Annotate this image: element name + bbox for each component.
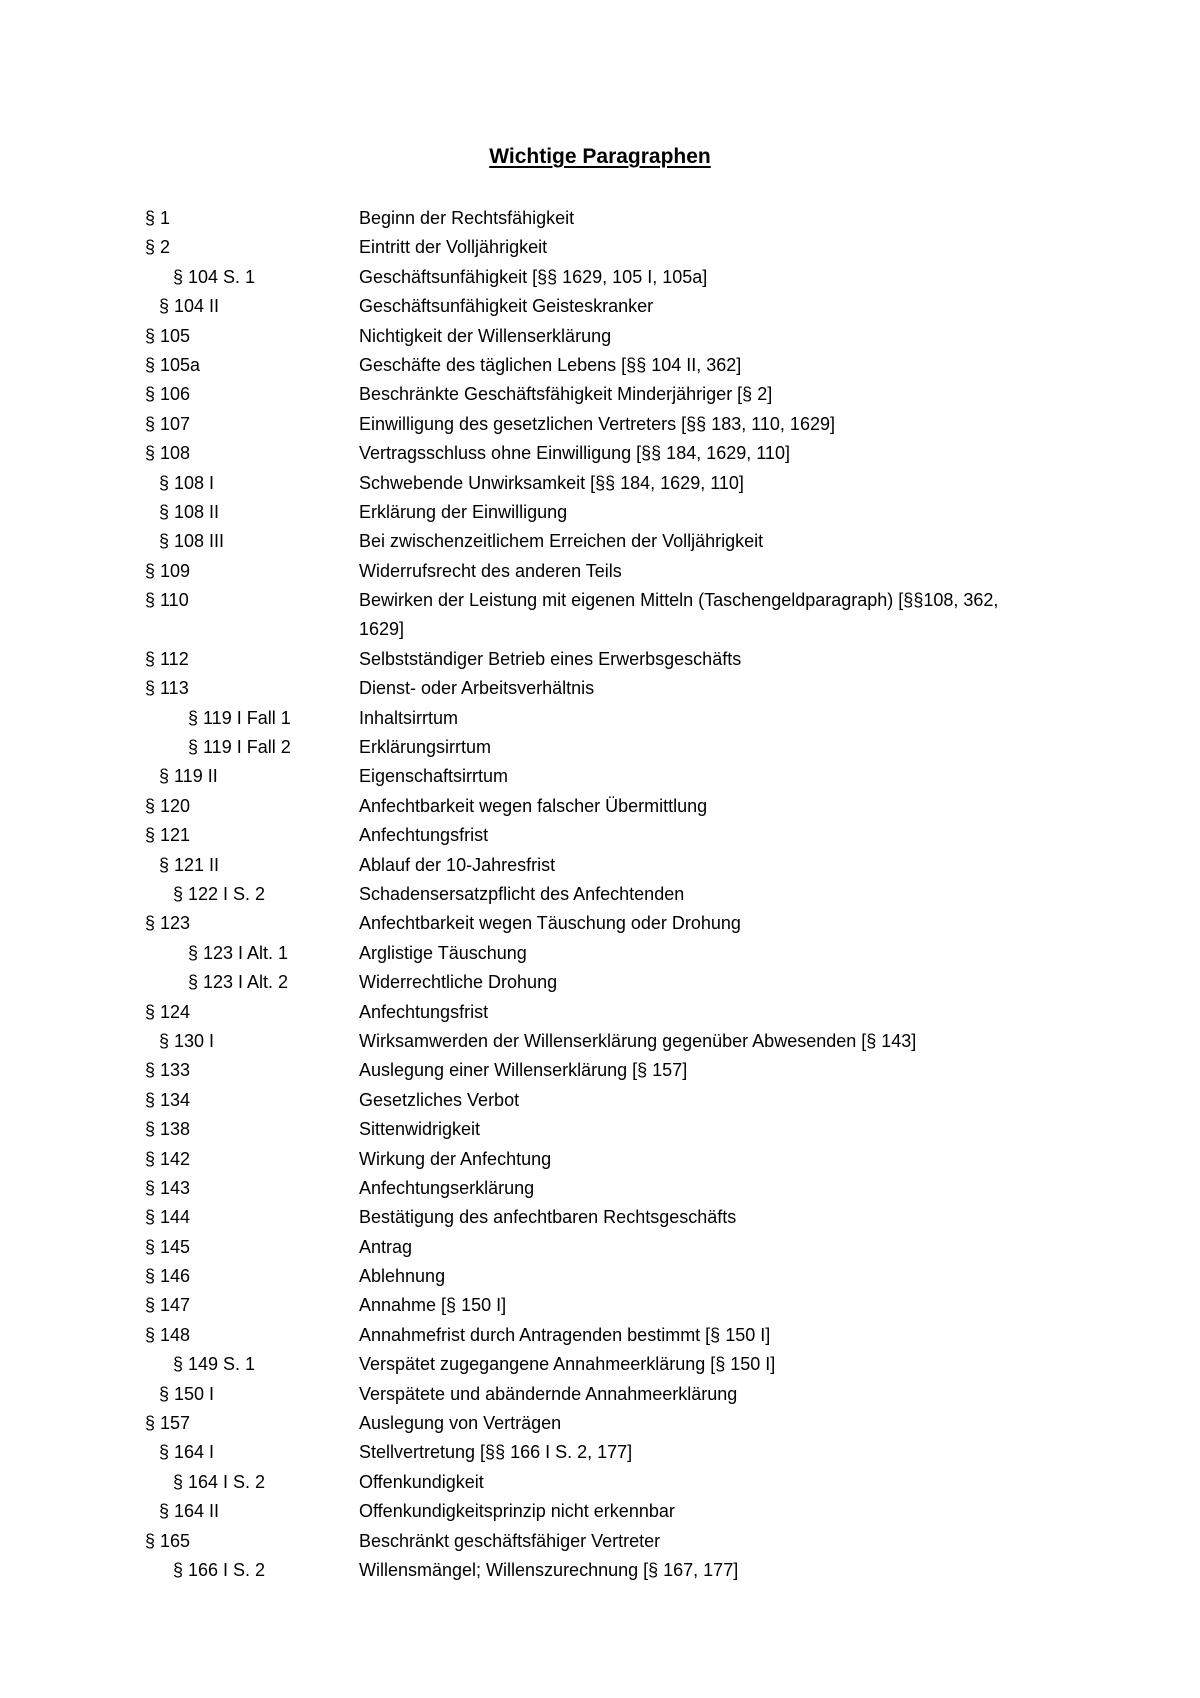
paragraph-description: Anfechtbarkeit wegen falscher Übermittlung <box>359 795 708 816</box>
paragraph-description: Erklärungsirrtum <box>359 737 492 758</box>
paragraph-description: Beschränkt geschäftsfähiger Vertreter <box>359 1530 661 1551</box>
paragraph-number: § 150 I <box>159 1383 215 1404</box>
paragraph-number: § 164 I S. 2 <box>173 1471 266 1492</box>
paragraph-row <box>0 645 1200 674</box>
paragraph-row <box>0 1145 1200 1174</box>
paragraph-number: § 123 <box>145 913 191 934</box>
paragraph-row <box>0 674 1200 703</box>
paragraph-description: Geschäftsunfähigkeit [§§ 1629, 105 I, 105a] <box>359 266 708 287</box>
paragraph-row <box>0 263 1200 292</box>
paragraph-description: Antrag <box>359 1236 413 1257</box>
paragraph-description: Ablauf der 10-Jahresfrist <box>359 854 556 875</box>
paragraph-number: § 134 <box>145 1089 191 1110</box>
paragraph-number: § 2 <box>145 237 171 258</box>
paragraph-description: Inhaltsirrtum <box>359 707 459 728</box>
paragraph-number: § 164 I <box>159 1442 215 1463</box>
paragraph-list <box>0 204 1200 1585</box>
paragraph-description: Vertragsschluss ohne Einwilligung [§§ 184, 1629, 110] <box>359 443 790 464</box>
paragraph-number: § 166 I S. 2 <box>173 1559 266 1580</box>
paragraph-number: § 108 I <box>159 472 215 493</box>
paragraph-number: § 112 <box>145 648 189 669</box>
paragraph-description: Verspätete und abändernde Annahmeerklärung <box>359 1383 738 1404</box>
paragraph-row <box>0 1380 1200 1409</box>
paragraph-description: Anfechtungsfrist <box>359 1001 489 1022</box>
paragraph-number: § 119 II <box>159 766 218 787</box>
paragraph-number: § 165 <box>145 1530 191 1551</box>
paragraph-row <box>0 1438 1200 1467</box>
paragraph-number: § 113 <box>145 678 189 699</box>
page-title: Wichtige Paragraphen <box>489 145 711 168</box>
paragraph-number: § 149 S. 1 <box>173 1354 256 1375</box>
paragraph-number: § 108 III <box>159 531 225 552</box>
paragraph-number: § 104 II <box>159 296 220 317</box>
paragraph-number: § 142 <box>145 1148 191 1169</box>
paragraph-row <box>0 880 1200 909</box>
paragraph-row <box>0 439 1200 468</box>
paragraph-row <box>0 1203 1200 1232</box>
paragraph-row <box>0 1468 1200 1497</box>
paragraph-number: § 164 II <box>159 1501 220 1522</box>
paragraph-number: § 123 I Alt. 1 <box>188 942 289 963</box>
paragraph-row <box>0 762 1200 791</box>
paragraph-number: § 119 I Fall 2 <box>188 737 291 758</box>
paragraph-number: § 121 II <box>159 854 220 875</box>
paragraph-number: § 106 <box>145 384 191 405</box>
paragraph-description: Einwilligung des gesetzlichen Vertreters [§§ 183, 110, 1629] <box>359 413 835 434</box>
paragraph-number: § 1 <box>145 208 171 228</box>
paragraph-description: Annahme [§ 150 I] <box>359 1295 507 1316</box>
paragraph-row <box>0 469 1200 498</box>
paragraph-number: § 130 I <box>159 1030 215 1051</box>
paragraph-number: § 143 <box>145 1177 191 1198</box>
paragraph-number: § 123 I Alt. 2 <box>188 972 289 993</box>
paragraph-row <box>0 1262 1200 1291</box>
paragraph-description: Selbstständiger Betrieb eines Erwerbsgeschäfts <box>359 648 742 669</box>
paragraph-number: § 107 <box>145 413 191 434</box>
paragraph-description: Anfechtungsfrist <box>359 825 489 846</box>
paragraph-description: Anfechtbarkeit wegen Täuschung oder Drohung <box>359 913 741 934</box>
paragraph-description: Wirkung der Anfechtung <box>359 1148 552 1169</box>
paragraph-description: Verspätet zugegangene Annahmeerklärung [§ 150 I] <box>359 1354 776 1375</box>
paragraph-row <box>0 821 1200 850</box>
paragraph-row <box>0 292 1200 321</box>
paragraph-row <box>0 1321 1200 1350</box>
paragraph-description: Arglistige Täuschung <box>359 942 527 963</box>
paragraph-row <box>0 351 1200 380</box>
paragraph-description: Eigenschaftsirrtum <box>359 766 509 787</box>
paragraph-row <box>0 322 1200 351</box>
paragraph-description: Bei zwischenzeitlichem Erreichen der Volljährigkeit <box>359 531 764 552</box>
paragraph-row <box>0 1174 1200 1203</box>
paragraph-row <box>0 557 1200 586</box>
paragraph-number: § 147 <box>145 1295 191 1316</box>
paragraph-description: Anfechtungserklärung <box>359 1177 535 1198</box>
paragraph-row <box>0 968 1200 997</box>
paragraph-description: Bestätigung des anfechtbaren Rechtsgeschäfts <box>359 1207 737 1228</box>
paragraph-row <box>0 909 1200 938</box>
paragraph-row <box>0 792 1200 821</box>
paragraph-description: Schadensersatzpflicht des Anfechtenden <box>359 884 685 904</box>
paragraph-row <box>0 939 1200 968</box>
paragraph-description: Geschäftsunfähigkeit Geisteskranker <box>359 296 654 317</box>
paragraph-description: Annahmefrist durch Antragenden bestimmt [§ 150 I] <box>359 1324 771 1345</box>
paragraph-description: Beginn der Rechtsfähigkeit <box>359 208 575 228</box>
paragraph-row <box>0 1556 1200 1585</box>
paragraph-row <box>0 1291 1200 1320</box>
paragraph-row <box>0 851 1200 880</box>
paragraph-row <box>0 704 1200 733</box>
paragraph-number: § 148 <box>145 1324 191 1345</box>
paragraph-number: § 157 <box>145 1413 191 1434</box>
paragraph-row <box>0 498 1200 527</box>
paragraph-number: § 145 <box>145 1236 191 1257</box>
paragraph-description: Wirksamwerden der Willenserklärung gegenüber Abwesenden [§ 143] <box>359 1030 917 1051</box>
paragraph-row <box>0 1409 1200 1438</box>
paragraph-row <box>0 204 1200 233</box>
paragraph-description: Offenkundigkeitsprinzip nicht erkennbar <box>359 1501 675 1522</box>
paragraph-description: Willensmängel; Willenszurechnung [§ 167, 177] <box>359 1559 739 1580</box>
paragraph-description: Dienst- oder Arbeitsverhältnis <box>359 678 595 699</box>
paragraph-row <box>0 233 1200 262</box>
paragraph-description: Widerrufsrecht des anderen Teils <box>359 560 622 581</box>
paragraph-description: Sittenwidrigkeit <box>359 1119 481 1140</box>
paragraph-number: § 119 I Fall 1 <box>188 707 291 728</box>
paragraph-number: § 122 I S. 2 <box>173 884 266 904</box>
paragraph-row <box>0 1233 1200 1262</box>
paragraph-description: Offenkundigkeit <box>359 1471 484 1492</box>
paragraph-row <box>0 586 1200 645</box>
paragraph-description: Eintritt der Volljährigkeit <box>359 237 548 258</box>
paragraph-number: § 146 <box>145 1266 191 1287</box>
paragraph-row <box>0 380 1200 409</box>
paragraph-row <box>0 1115 1200 1144</box>
paragraph-number: § 108 <box>145 443 191 464</box>
paragraph-row <box>0 410 1200 439</box>
paragraph-number: § 120 <box>145 795 191 816</box>
paragraph-number: § 110 <box>145 590 189 611</box>
paragraph-number: § 109 <box>145 560 191 581</box>
paragraph-row <box>0 1350 1200 1379</box>
paragraph-number: § 108 II <box>159 501 220 522</box>
paragraph-row <box>0 527 1200 556</box>
paragraph-number: § 138 <box>145 1119 191 1140</box>
paragraph-description: Auslegung von Verträgen <box>359 1413 562 1434</box>
paragraph-description: Gesetzliches Verbot <box>359 1089 520 1110</box>
paragraph-number: § 144 <box>145 1207 191 1228</box>
paragraph-description: Widerrechtliche Drohung <box>359 972 558 993</box>
paragraph-row <box>0 1527 1200 1556</box>
paragraph-number: § 104 S. 1 <box>173 266 256 287</box>
paragraph-description: Bewirken der Leistung mit eigenen Mitteln (Taschengeldparagraph) [§§108, 362, 1629] <box>359 590 999 640</box>
paragraph-row <box>0 1056 1200 1085</box>
paragraph-row <box>0 998 1200 1027</box>
paragraph-description: Nichtigkeit der Willenserklärung <box>359 325 612 346</box>
paragraph-number: § 124 <box>145 1001 191 1022</box>
paragraph-description: Auslegung einer Willenserklärung [§ 157] <box>359 1060 688 1081</box>
paragraph-number: § 121 <box>145 825 191 846</box>
paragraph-description: Erklärung der Einwilligung <box>359 501 568 522</box>
paragraph-description: Ablehnung <box>359 1266 446 1287</box>
paragraph-row <box>0 1086 1200 1115</box>
paragraph-number: § 105a <box>145 354 201 375</box>
paragraph-number: § 133 <box>145 1060 191 1081</box>
paragraph-description: Beschränkte Geschäftsfähigkeit Minderjähriger [§ 2] <box>359 384 773 405</box>
paragraph-row <box>0 1497 1200 1526</box>
paragraph-description: Schwebende Unwirksamkeit [§§ 184, 1629, 110] <box>359 472 744 493</box>
paragraph-description: Stellvertretung [§§ 166 I S. 2, 177] <box>359 1442 633 1463</box>
paragraph-description: Geschäfte des täglichen Lebens [§§ 104 II, 362] <box>359 354 742 375</box>
paragraph-row <box>0 733 1200 762</box>
paragraph-row <box>0 1027 1200 1056</box>
paragraph-number: § 105 <box>145 325 191 346</box>
